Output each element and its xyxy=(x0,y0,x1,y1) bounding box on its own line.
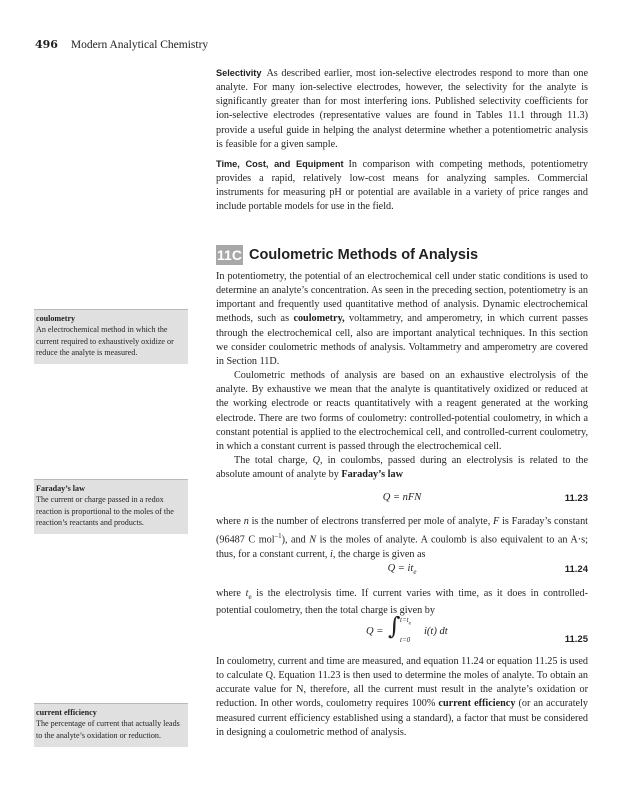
equation-11-24 xyxy=(216,563,588,579)
margin-term: coulometry xyxy=(36,314,76,323)
section-heading xyxy=(216,244,478,266)
time-cost-text: In comparison with competing methods, potentiometry provides a rapid, relatively low-cost means for analyzing samples. Commercial instruments for measuring pH or potential are available in a variety of price ranges and include portable models for use in the field. xyxy=(216,159,588,213)
margin-term: current efficiency xyxy=(36,708,97,717)
page-number: 496 xyxy=(35,38,58,51)
margin-note-faradays-law xyxy=(34,479,188,534)
equation-expression: $Q = it_e$ xyxy=(387,563,417,577)
keyword-coulometry: coulometry, xyxy=(293,313,345,325)
keyword-faradays-law: Faraday’s law xyxy=(341,469,403,481)
section-label: 11C xyxy=(217,247,242,263)
margin-definition: The percentage of current that actually leads to the analyte’s oxidation or reduction. xyxy=(36,719,180,740)
time-cost-heading: Time, Cost, and Equipment xyxy=(216,159,344,169)
equation-lhs: Q = xyxy=(366,626,384,637)
equation-number: 11.24 xyxy=(564,564,588,575)
selectivity-paragraph xyxy=(216,66,588,152)
section-title: Coulometric Methods of Analysis xyxy=(249,247,479,263)
integral-sign: ∫ xyxy=(388,612,401,640)
margin-note-current-efficiency xyxy=(34,703,188,747)
keyword-current-efficiency: current efficiency xyxy=(438,698,516,710)
margin-note-coulometry xyxy=(34,309,188,364)
lower-limit: t=0 xyxy=(400,636,411,644)
coulometry-intro xyxy=(216,270,588,482)
paragraph-6: In coulometry, current and time are measured, and equation 11.24 or equation 11.25 is used to calculate Q. Equation 11.23 is then used to determine the moles of analyte. To obtain an accurate value for N, therefore, all the current must result in the analyte’s oxidation or reduction. In other words, coulometry requires 100% current efficiency (or an accurately measured current efficiency established using a standard), a factor that must be considered in designing a coulometric method of analysis. xyxy=(216,656,589,738)
paragraph-5: where $t_e$ is the electrolysis time. If current varies with time, as it does in controlled-potential coulometry, then the total charge is given by xyxy=(216,588,589,617)
margin-term: Faraday’s law xyxy=(36,484,85,493)
paragraph-2: Coulometric methods of analysis are based on an exhaustive electrolysis of the analyte. By exhaustive we mean that the analyte is quantitatively oxidized or reduced at the working electrode or reacts quantitatively with a reagent generated at the working electrode. There are two forms of coulometry: controlled-potential coulometry, in which a constant potential is applied to the electrochemical cell, and controlled-current coulometry, in which a constant current is passed through the electrochemical cell. xyxy=(216,370,588,452)
equation-11-25-number-row xyxy=(216,633,588,649)
paragraph-3: The total charge, Q, in coulombs, passed during an electrolysis is related to the absolute amount of analyte by Faraday’s law xyxy=(216,455,589,481)
equation-11-23 xyxy=(216,492,588,508)
page-header xyxy=(35,38,208,51)
selectivity-heading: Selectivity xyxy=(216,68,262,78)
book-title: Modern Analytical Chemistry xyxy=(70,39,209,51)
paragraph-1: In potentiometry, the potential of an electrochemical cell under static conditions is used to determine an analyte’s concentration. As seen in the preceding section, potentiometry is an important and frequently used quantitative method of analysis. Dynamic electrochemical methods, such as coulometry, voltammetry, and amperometry, in which current passes through the electrochemical cell, also are important analytical techniques. In this section we consider coulometric methods of analysis. Voltammetry and amperometry are covered in Section 11D. xyxy=(216,271,588,367)
paragraph-4: where n is the number of electrons transferred per mole of analyte, F is Faraday’s constant (96487 C mol$^{-1}$), and N is the moles of analyte. A coulomb is also equivalent to an A·s; thus, for a constant current, i, the charge is given as xyxy=(216,516,589,560)
selectivity-text: As described earlier, most ion-selective electrodes respond to more than one analyte. For many ion-selective electrodes, however, the selectivity for the analyte is significantly greater than for most interfering ions. Published selectivity coefficients for ion-selective electrodes (representative values are found in Tables 11.1 through 11.3) provide a useful guide in helping the analyst determine whether a potentiometric analysis is feasible for a given sample. xyxy=(216,68,588,150)
time-cost-paragraph xyxy=(216,157,588,215)
equation-number: 11.25 xyxy=(564,634,588,645)
equation-expression: Q = nFN xyxy=(382,492,422,503)
margin-definition: The current or charge passed in a redox reaction is proportional to the moles of the reaction’s reactants and products. xyxy=(36,495,174,527)
margin-definition: An electrochemical method in which the current required to exhaustively oxidize or reduce the analyte is measured. xyxy=(36,325,174,357)
equation-number: 11.23 xyxy=(564,493,588,504)
integrand: i(t) dt xyxy=(424,626,448,637)
upper-limit: $t=t_e$ xyxy=(400,616,412,627)
